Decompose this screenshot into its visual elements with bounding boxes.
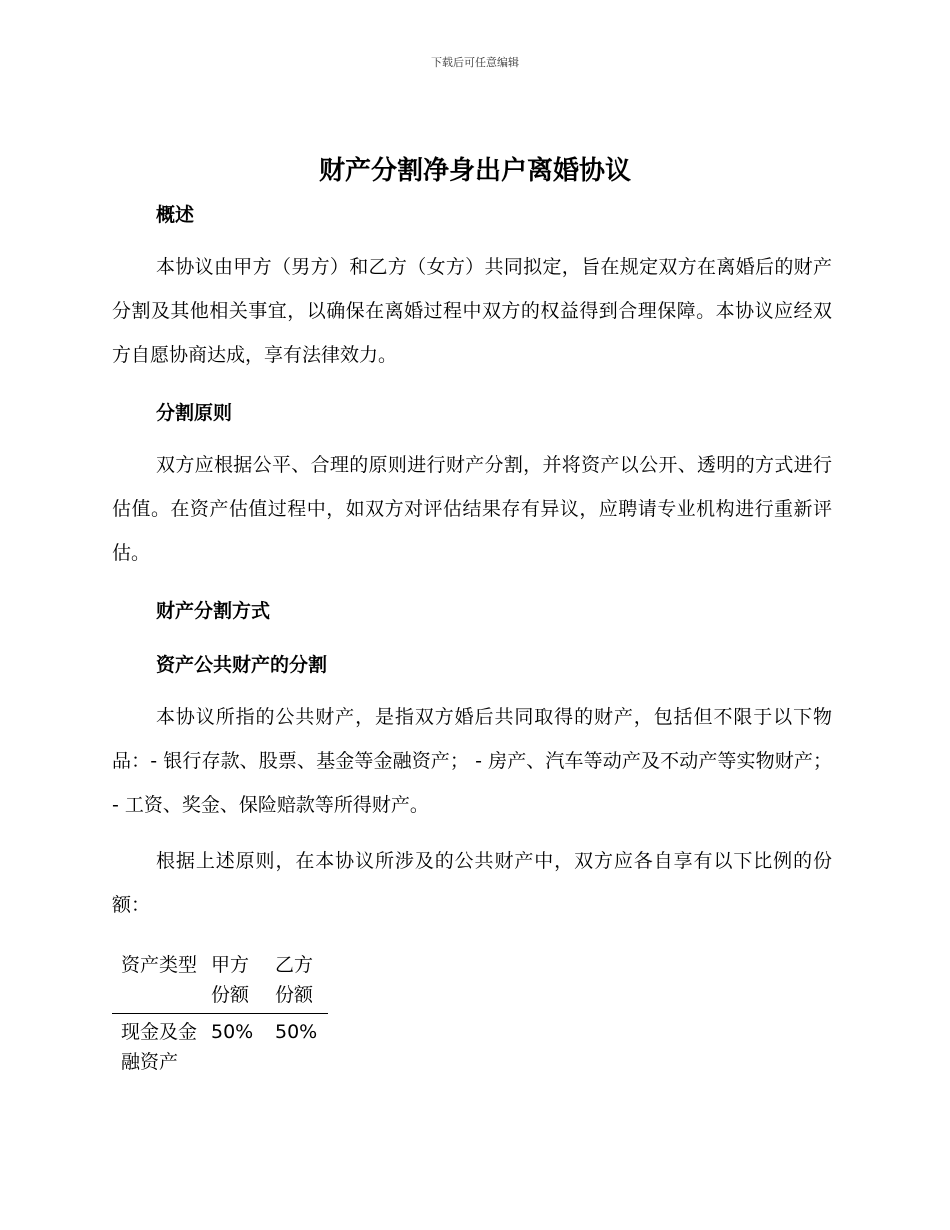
table-header-party-b-share: 乙方份额 <box>266 950 328 1014</box>
paragraph-share-ratio: 根据上述原则，在本协议所涉及的公共财产中，双方应各自享有以下比例的份额： <box>112 850 832 916</box>
section-heading-method: 财产分割方式 <box>156 600 271 622</box>
table-header-party-a-share: 甲方份额 <box>202 950 266 1014</box>
share-table <box>112 950 328 1077</box>
table-cell-asset-type: 现金及金融资产 <box>121 1021 198 1073</box>
table-cell-party-b-share: 50% <box>275 1021 318 1043</box>
page-header-note: 下载后可任意编辑 <box>431 56 519 69</box>
paragraph-principle: 双方应根据公平、合理的原则进行财产分割，并将资产以公开、透明的方式进行估值。在资产估值过程中，如双方对评估结果存有异议，应聘请专业机构进行重新评估。 <box>112 454 832 564</box>
table-cell-party-a-share: 50% <box>211 1021 254 1043</box>
section-heading-principle: 分割原则 <box>156 402 233 424</box>
document-title: 财产分割净身出户离婚协议 <box>318 156 631 186</box>
section-heading-overview: 概述 <box>156 204 195 226</box>
section-heading-public-property: 资产公共财产的分割 <box>156 654 328 676</box>
table-header-asset-type: 资产类型 <box>112 950 202 1014</box>
share-table-header-row <box>112 950 328 1014</box>
paragraph-overview: 本协议由甲方（男方）和乙方（女方）共同拟定，旨在规定双方在离婚后的财产分割及其他相关事宜，以确保在离婚过程中双方的权益得到合理保障。本协议应经双方自愿协商达成，享有法律效力。 <box>112 256 832 366</box>
table-row <box>112 1014 328 1078</box>
paragraph-public-property: 本协议所指的公共财产，是指双方婚后共同取得的财产，包括但不限于以下物品：- 银行存款、股票、基金等金融资产； - 房产、汽车等动产及不动产等实物财产； - 工资、奖金、保险赔款等所得财产。 <box>112 706 832 816</box>
